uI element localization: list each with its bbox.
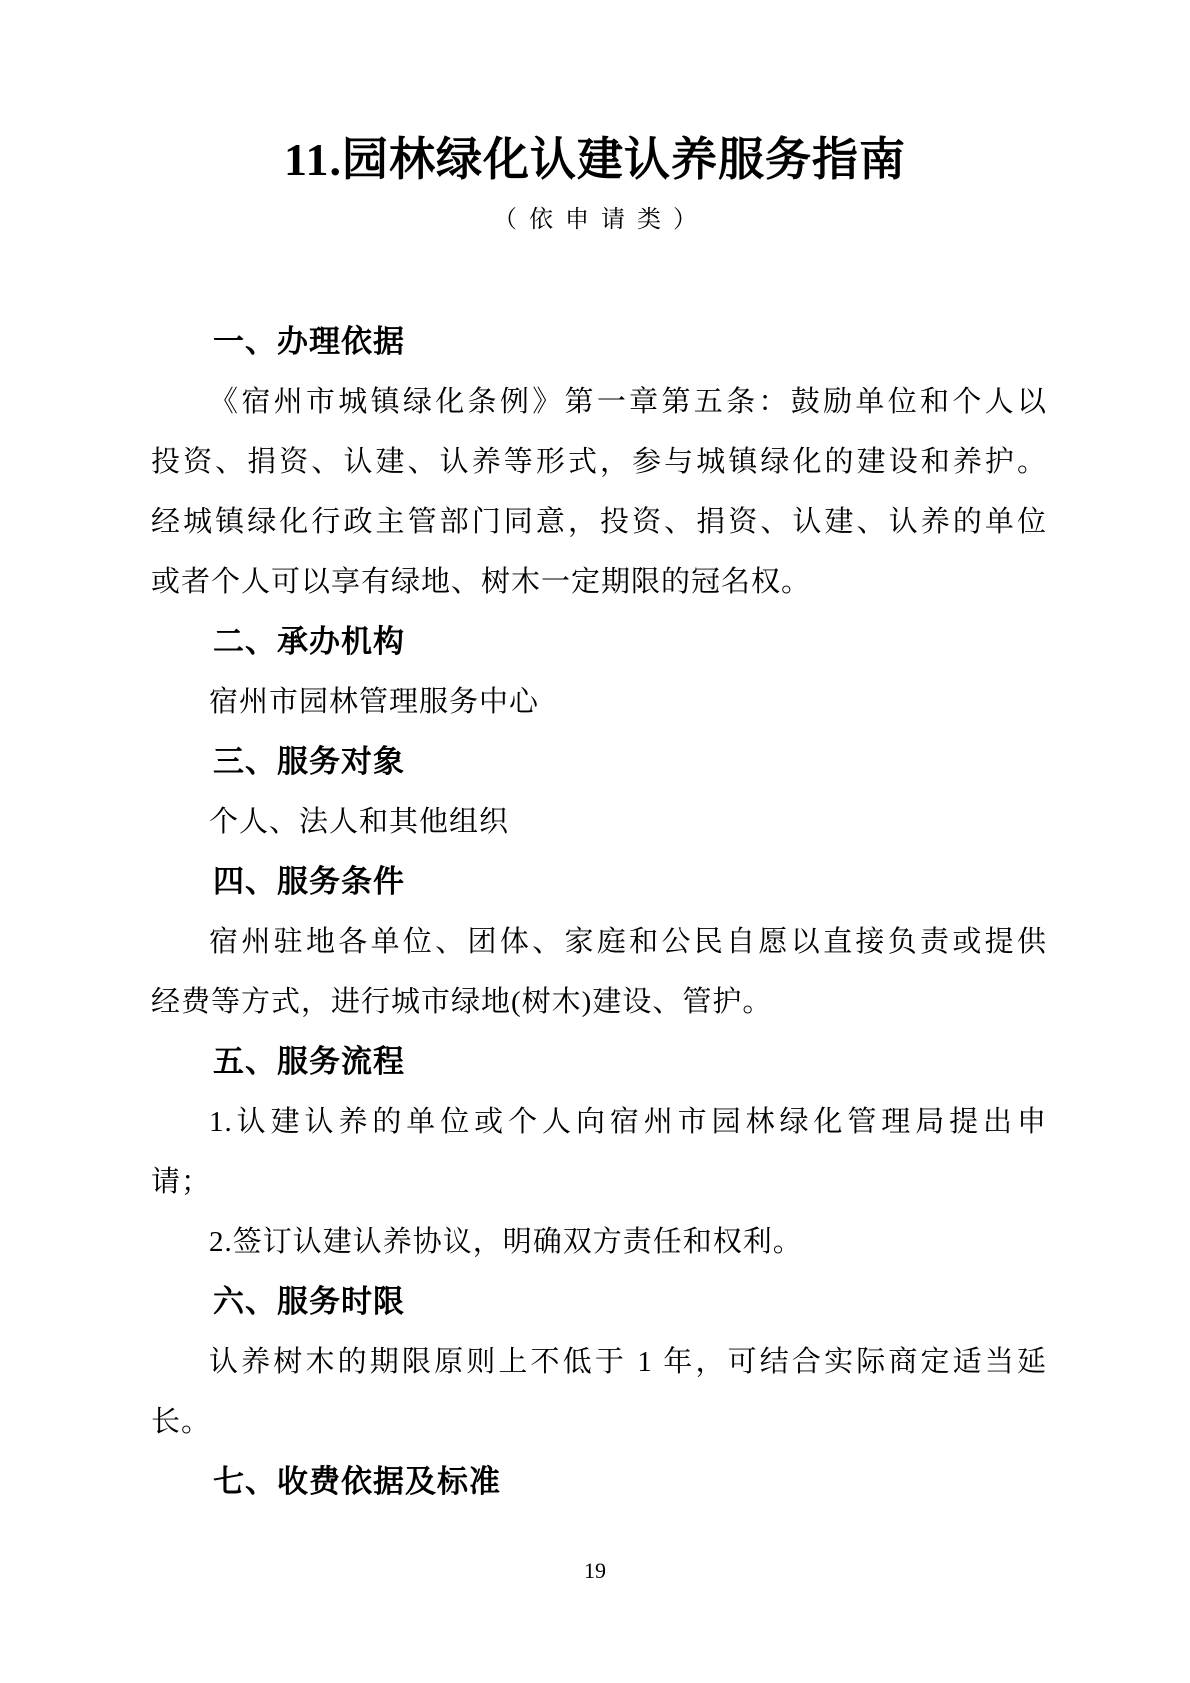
section-2-heading: 二、承办机构 [213,624,405,659]
section-6-heading: 六、服务时限 [213,1284,405,1319]
body-line: 宿州市园林管理服务中心 [209,686,540,718]
body-line: 经费等方式，进行城市绿地(树木)建设、管护。 [151,986,773,1018]
body-line: 宿州驻地各单位、团体、家庭和公民自愿以直接负责或提供 [209,926,1047,958]
document-body [151,312,1047,1512]
document-title [0,0,1190,194]
section-7-heading: 七、收费依据及标准 [213,1464,501,1499]
body-line: 长。 [151,1406,212,1438]
body-line: 《宿州市城镇绿化条例》第一章第五条：鼓励单位和个人以 [209,386,1047,418]
body-line: 1.认建认养的单位或个人向宿州市园林绿化管理局提出申 [209,1106,1047,1138]
body-line: 2.签订认建认养协议，明确双方责任和权利。 [209,1226,803,1258]
section-4-heading: 四、服务条件 [213,864,405,899]
body-line: 个人、法人和其他组织 [209,806,510,838]
body-line: 或者个人可以享有绿地、树木一定期限的冠名权。 [151,566,812,598]
body-line: 认养树木的期限原则上不低于 1 年，可结合实际商定适当延 [209,1346,1047,1378]
section-5-heading: 五、服务流程 [213,1044,405,1079]
page-number: 19 [584,1558,606,1583]
document-subtitle: （依申请类） [493,207,709,233]
body-line: 经城镇绿化行政主管部门同意，投资、捐资、认建、认养的单位 [151,506,1047,538]
body-line: 投资、捐资、认建、认养等形式，参与城镇绿化的建设和养护。 [151,446,1047,478]
title-text: 园林绿化认建认养服务指南 [341,134,906,185]
body-line: 请； [151,1166,212,1198]
section-1-heading: 一、办理依据 [213,324,405,359]
title-number: 11. [284,134,342,185]
section-3-heading: 三、服务对象 [213,744,405,779]
